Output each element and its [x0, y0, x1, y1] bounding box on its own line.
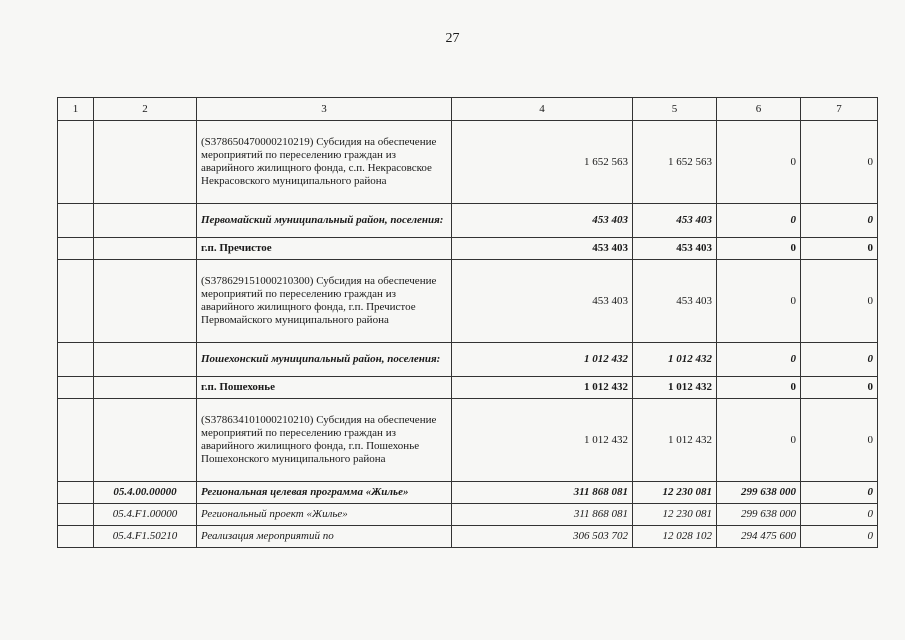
name-cell: (S378650470000210219) Субсидия на обеспечение мероприятий по переселению граждан из аварийного жилищного фонда, с.п. Некрасовское Некрасовского муниципального района — [197, 121, 452, 204]
amount-cell: 306 503 702 — [452, 526, 633, 548]
amount-cell: 0 — [717, 399, 801, 482]
amount-cell: 0 — [801, 343, 878, 377]
amount-cell: 0 — [801, 121, 878, 204]
amount-cell: 12 028 102 — [633, 526, 717, 548]
table-row — [58, 504, 878, 526]
row-number-cell — [58, 504, 94, 526]
amount-cell: 0 — [801, 504, 878, 526]
name-cell: Региональная целевая программа «Жилье» — [197, 482, 452, 504]
amount-cell: 0 — [801, 260, 878, 343]
name-cell: Региональный проект «Жилье» — [197, 504, 452, 526]
code-cell — [94, 377, 197, 399]
page-number: 27 — [445, 31, 460, 46]
amount-cell: 299 638 000 — [717, 482, 801, 504]
amount-cell: 1 652 563 — [452, 121, 633, 204]
row-number-cell — [58, 343, 94, 377]
amount-cell: 1 012 432 — [452, 343, 633, 377]
amount-cell: 311 868 081 — [452, 482, 633, 504]
amount-cell: 453 403 — [633, 238, 717, 260]
amount-cell: 0 — [801, 526, 878, 548]
code-cell — [94, 260, 197, 343]
code-cell — [94, 399, 197, 482]
header-cell: 7 — [801, 98, 878, 121]
header-cell: 6 — [717, 98, 801, 121]
name-cell: Пошехонский муниципальный район, поселения: — [197, 343, 452, 377]
amount-cell: 0 — [717, 238, 801, 260]
amount-cell: 453 403 — [633, 260, 717, 343]
table-row — [58, 238, 878, 260]
amount-cell: 1 012 432 — [633, 399, 717, 482]
amount-cell: 299 638 000 — [717, 504, 801, 526]
table-row — [58, 482, 878, 504]
name-cell: (S378629151000210300) Субсидия на обеспечение мероприятий по переселению граждан из аварийного жилищного фонда, г.п. Пречистое Первомайского муниципального района — [197, 260, 452, 343]
name-cell: Реализация мероприятий по — [197, 526, 452, 548]
table-row — [58, 377, 878, 399]
amount-cell: 0 — [801, 238, 878, 260]
amount-cell: 1 012 432 — [633, 377, 717, 399]
amount-cell: 294 475 600 — [717, 526, 801, 548]
name-cell: Первомайский муниципальный район, поселения: — [197, 204, 452, 238]
table-row — [58, 343, 878, 377]
header-cell: 4 — [452, 98, 633, 121]
amount-cell: 0 — [801, 204, 878, 238]
row-number-cell — [58, 399, 94, 482]
amount-cell: 0 — [801, 399, 878, 482]
amount-cell: 0 — [717, 260, 801, 343]
amount-cell: 1 012 432 — [452, 377, 633, 399]
row-number-cell — [58, 526, 94, 548]
amount-cell: 453 403 — [452, 204, 633, 238]
header-cell: 1 — [58, 98, 94, 121]
table-row — [58, 204, 878, 238]
name-cell: (S378634101000210210) Субсидия на обеспечение мероприятий по переселению граждан из аварийного жилищного фонда, г.п. Пошехонье Пошехонского муниципального района — [197, 399, 452, 482]
amount-cell: 12 230 081 — [633, 482, 717, 504]
amount-cell: 453 403 — [452, 238, 633, 260]
header-cell: 5 — [633, 98, 717, 121]
budget-table — [57, 97, 878, 548]
code-cell — [94, 204, 197, 238]
amount-cell: 453 403 — [452, 260, 633, 343]
amount-cell: 1 652 563 — [633, 121, 717, 204]
amount-cell: 0 — [801, 377, 878, 399]
amount-cell: 0 — [801, 482, 878, 504]
amount-cell: 12 230 081 — [633, 504, 717, 526]
table-row — [58, 399, 878, 482]
name-cell: г.п. Пречистое — [197, 238, 452, 260]
header-cell: 3 — [197, 98, 452, 121]
header-cell: 2 — [94, 98, 197, 121]
code-cell — [94, 238, 197, 260]
row-number-cell — [58, 204, 94, 238]
header-row — [58, 98, 878, 121]
amount-cell: 0 — [717, 343, 801, 377]
table-row — [58, 121, 878, 204]
name-cell: г.п. Пошехонье — [197, 377, 452, 399]
row-number-cell — [58, 377, 94, 399]
row-number-cell — [58, 482, 94, 504]
row-number-cell — [58, 121, 94, 204]
row-number-cell — [58, 260, 94, 343]
amount-cell: 1 012 432 — [633, 343, 717, 377]
code-cell: 05.4.00.00000 — [94, 482, 197, 504]
code-cell — [94, 343, 197, 377]
code-cell: 05.4.F1.00000 — [94, 504, 197, 526]
amount-cell: 311 868 081 — [452, 504, 633, 526]
row-number-cell — [58, 238, 94, 260]
amount-cell: 0 — [717, 121, 801, 204]
table-row — [58, 526, 878, 548]
code-cell: 05.4.F1.50210 — [94, 526, 197, 548]
amount-cell: 0 — [717, 377, 801, 399]
amount-cell: 453 403 — [633, 204, 717, 238]
table-row — [58, 260, 878, 343]
amount-cell: 1 012 432 — [452, 399, 633, 482]
amount-cell: 0 — [717, 204, 801, 238]
code-cell — [94, 121, 197, 204]
